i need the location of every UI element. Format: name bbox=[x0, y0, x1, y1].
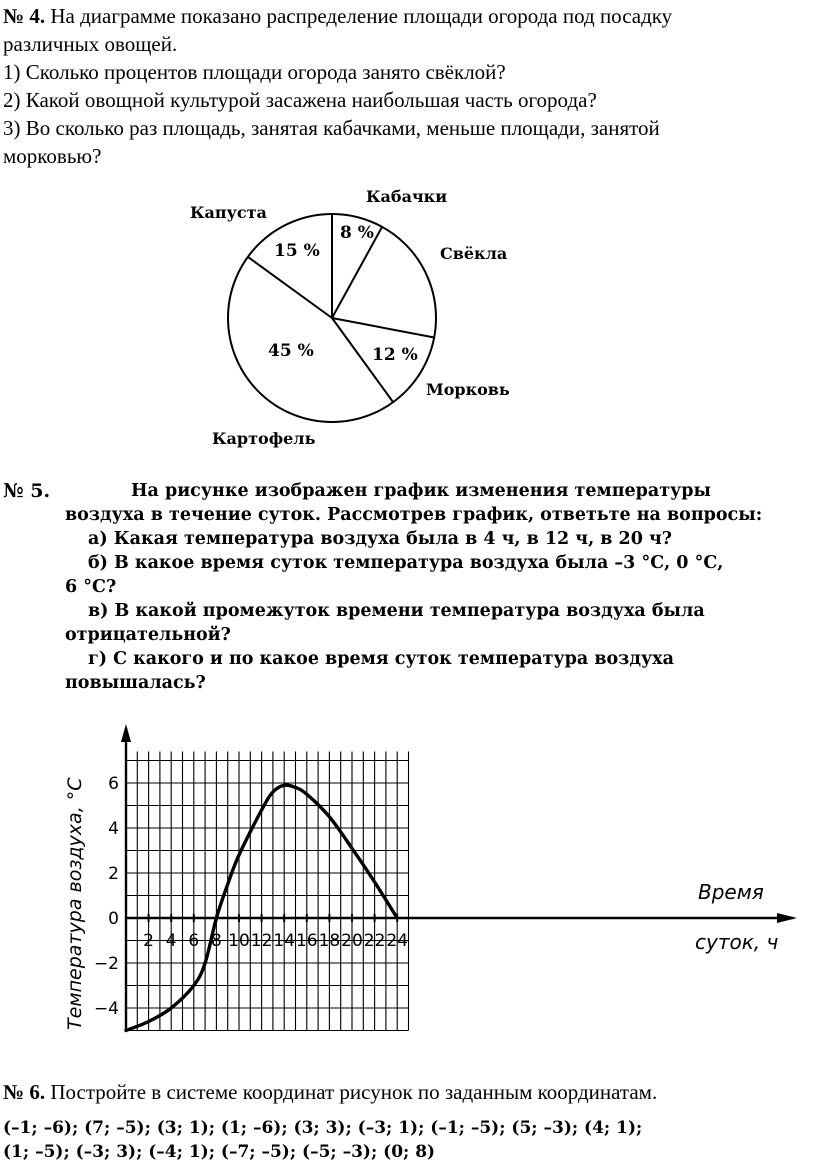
task4-number: № 4. bbox=[3, 4, 46, 28]
pie-chart bbox=[150, 180, 550, 450]
task5-question-v-line1: в) В какой промежуток времени температура воздуха была bbox=[88, 601, 705, 621]
pie-value-kabachki: 8 % bbox=[340, 223, 374, 243]
task6-line: № 6. Постройте в системе координат рисунок по заданным координатам. bbox=[3, 1080, 658, 1104]
y-axis-arrow bbox=[121, 724, 131, 742]
x-axis-arrow bbox=[777, 913, 797, 923]
x-tick-label: 14 bbox=[273, 931, 296, 951]
x-tick-label: 12 bbox=[250, 931, 273, 951]
x-axis-label-line1: Время bbox=[698, 880, 764, 904]
x-tick-label: 16 bbox=[295, 931, 318, 951]
x-tick-label: 24 bbox=[386, 931, 409, 951]
x-axis-label-line2: суток, ч bbox=[695, 930, 779, 954]
task6-coordinates bbox=[3, 1116, 813, 1164]
task5-question-g-line2: повышалась? bbox=[65, 673, 206, 693]
graph-axes bbox=[121, 724, 797, 1031]
task4-question-1: 1) Сколько процентов площади огорода занято свёклой? bbox=[3, 60, 506, 84]
task5-number: № 5. bbox=[3, 480, 51, 502]
task4-question-2: 2) Какой овощной культурой засажена наибольшая часть огорода? bbox=[3, 88, 597, 112]
x-tick-label: 4 bbox=[165, 931, 177, 951]
task5-line2: воздуха в течение суток. Рассмотрев график, ответьте на вопросы: bbox=[65, 505, 763, 525]
pie-value-kartofel: 45 % bbox=[268, 341, 314, 361]
y-axis-label: Температура воздуха, °С bbox=[64, 777, 86, 1030]
x-tick-label: 18 bbox=[318, 931, 341, 951]
task5-text bbox=[3, 479, 803, 695]
y-tick-label: −4 bbox=[93, 999, 119, 1019]
pie-value-morkov: 12 % bbox=[372, 345, 418, 365]
task5-question-b-line2: 6 °С? bbox=[65, 577, 117, 597]
x-tick-label: 22 bbox=[363, 931, 386, 951]
task4-question-3-line1: 3) Во сколько раз площадь, занятая кабачками, меньше площади, занятой bbox=[3, 116, 660, 140]
graph-grid bbox=[126, 752, 409, 1031]
task4-intro-line1: № 4. На диаграмме показано распределение площади огорода под посадку bbox=[3, 4, 673, 28]
pie-label-svekla: Свёкла bbox=[440, 244, 508, 263]
task5-question-a: а) Какая температура воздуха была в 4 ч, в 12 ч, в 20 ч? bbox=[88, 529, 673, 549]
task5-line1-row bbox=[3, 479, 803, 503]
task5-question-v-line2: отрицательной? bbox=[65, 625, 231, 645]
pie-value-kapusta: 15 % bbox=[274, 241, 320, 261]
y-tick-label: 4 bbox=[108, 819, 119, 839]
x-tick-label: 2 bbox=[143, 931, 155, 951]
pie-label-kartofel: Картофель bbox=[212, 429, 316, 448]
pie-slice-boundary bbox=[248, 257, 332, 318]
pie-slice-boundary bbox=[332, 318, 434, 338]
graph-tick-labels bbox=[94, 774, 408, 1019]
y-tick-label: 6 bbox=[108, 774, 119, 794]
x-tick-label: 20 bbox=[341, 931, 363, 951]
task5-question-g-line1: г) С какого и по какое время суток температура воздуха bbox=[88, 649, 674, 669]
temperature-graph bbox=[55, 720, 805, 1065]
task4-question-3-line2: морковью? bbox=[3, 144, 102, 168]
x-tick-label: 10 bbox=[228, 931, 250, 951]
x-tick-label: 8 bbox=[210, 931, 222, 951]
task6-number: № 6. bbox=[3, 1080, 46, 1104]
task4-intro-line2: различных овощей. bbox=[3, 32, 178, 56]
pie-label-kapusta: Капуста bbox=[190, 203, 267, 222]
task6-coords-line1: (–1; –6); (7; –5); (3; 1); (1; –6); (3; 3); (–3; 1); (–1; –5); (5; –3); (4; 1); bbox=[3, 1118, 643, 1138]
task5-question-b-line1: б) В какое время суток температура воздуха была –3 °С, 0 °С, bbox=[88, 553, 724, 573]
pie-label-kabachki: Кабачки bbox=[366, 187, 448, 206]
task6-text bbox=[3, 1078, 813, 1106]
y-tick-label: 2 bbox=[108, 864, 119, 884]
task6-coords-line2: (1; –5); (–3; 3); (–4; 1); (–7; –5); (–5; –3); (0; 8) bbox=[3, 1142, 436, 1162]
y-tick-label: 0 bbox=[108, 909, 119, 929]
task5-line1: На рисунке изображен график изменения температуры bbox=[131, 481, 712, 501]
pie-label-morkov: Морковь bbox=[426, 380, 510, 399]
task4-text bbox=[3, 2, 813, 170]
y-tick-label: −2 bbox=[93, 954, 119, 974]
x-tick-label: 6 bbox=[188, 931, 200, 951]
